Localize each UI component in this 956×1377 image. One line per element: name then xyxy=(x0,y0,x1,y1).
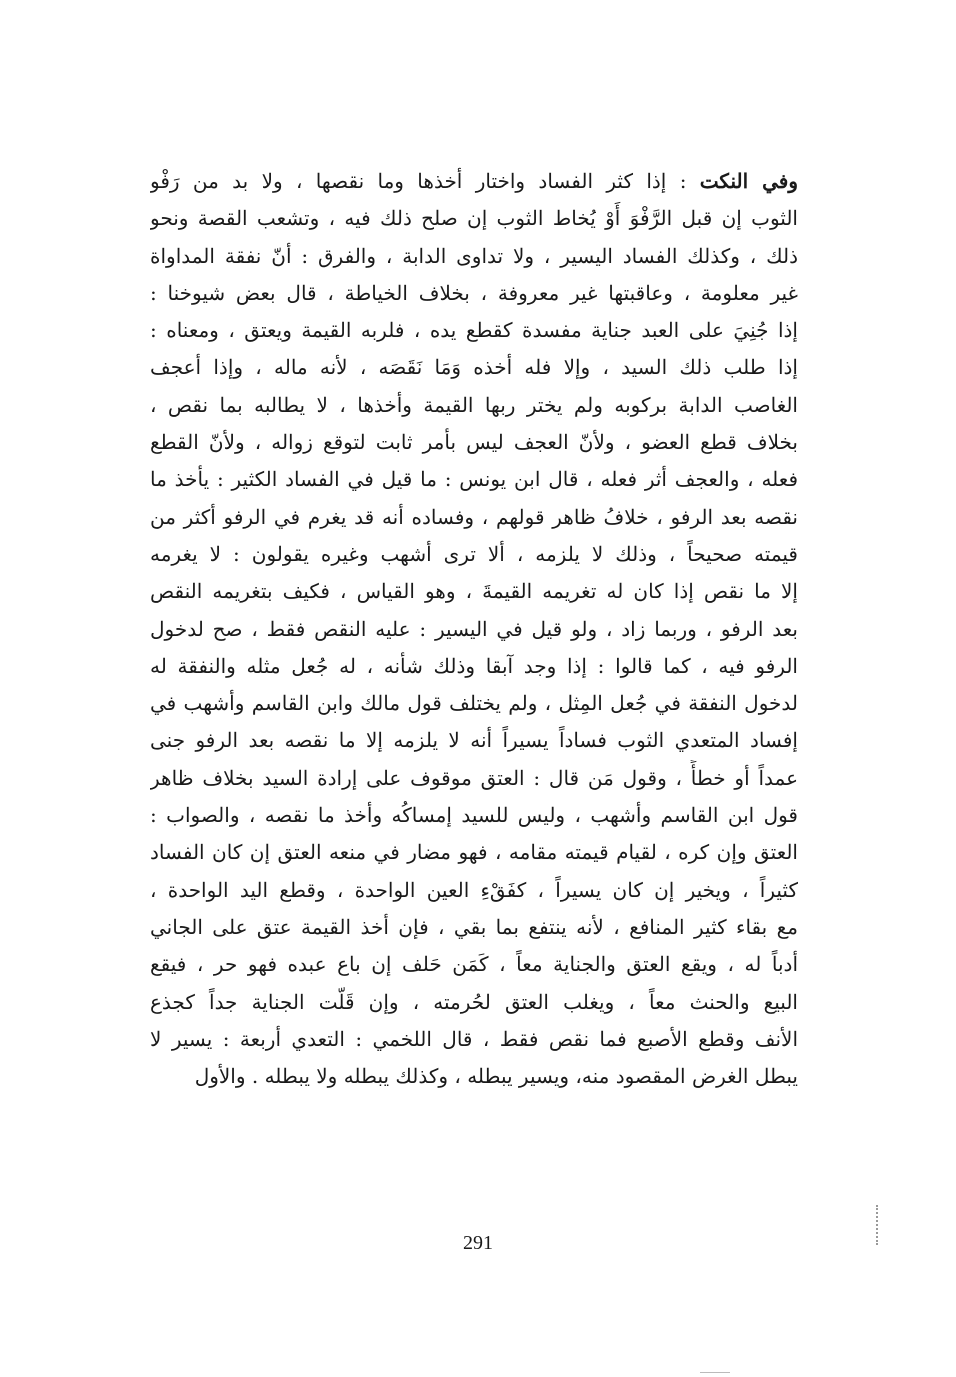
text-line xyxy=(150,946,798,983)
text-line xyxy=(150,685,798,722)
line-text: فعله ، والعجف أثر فعله ، قال ابن يونس : ما قيل في الفساد الكثير : يأخذ ما xyxy=(150,467,798,492)
line-text: إذا طلب ذلك السيد ، وإلا فله أخذه وَمَا نَقَصَه ، لأنه ماله ، وإذا أعجف xyxy=(150,355,798,380)
text-line xyxy=(150,984,798,1021)
page-number: 291 xyxy=(463,1232,493,1254)
line-text: بعد الرفو ، وربما زاد ، ولو قيل في اليسير : عليه النقص فقط ، صح لدخول xyxy=(150,616,798,641)
lead-phrase: وفي النكت xyxy=(699,169,798,193)
line-text: الثوب إن قبل الرَّفْوَ أَوْ يُخاط الثوب إن صلح ذلك فيه ، وتشعب القصة ونحو xyxy=(150,206,798,231)
text-line xyxy=(150,275,798,312)
body-text xyxy=(150,163,798,1095)
line-text: غير معلومة ، وعاقبتها غير معروفة ، بخلاف الخياطة ، قال بعض شيوخنا : xyxy=(150,280,798,305)
text-line xyxy=(150,611,798,648)
line-text: قول ابن القاسم وأشهب ، وليس للسيد إمساكُه وأخذ ما نقصه ، والصواب : xyxy=(150,803,798,828)
text-line xyxy=(150,760,798,797)
text-line xyxy=(150,424,798,461)
text-line xyxy=(150,387,798,424)
line-text: عمداً أو خطأً ، وقول مَن قال : العتق موقوف على إرادة السيد بخلاف ظاهر xyxy=(150,765,798,790)
text-line xyxy=(150,909,798,946)
text-line xyxy=(150,722,798,759)
line-text: الغاصب الدابة بركوبه ولم يختر ربها القيمة وأخذها ، لا يطالبه بما نقص ، xyxy=(150,392,798,417)
line-text: الرفو فيه ، كما قالوا : إذا وجد آبقا وذلك شأنه ، له جُعل مثله والنفقة له xyxy=(150,653,798,678)
line-text: إفساد المتعدي الثوب فساداً يسيراً أنه لا يلزمه إلا ما نقصه بعد الرفو جنى xyxy=(150,728,798,753)
text-line xyxy=(150,1058,798,1095)
text-line xyxy=(150,349,798,386)
line-text: أدباً له ، ويقع العتق والجناية معاً ، كَمَن حَلف إن باع عبده فهو حر ، فيقع xyxy=(150,952,798,977)
line-text: مع بقاء كثير المنافع ، لأنه ينتفع بما بقي ، فإن أخذ القيمة عتق على الجاني xyxy=(150,914,798,939)
margin-mark xyxy=(876,1205,878,1245)
line-text: كثيراً ، ويخير إن كان يسيراً ، كفَقْءِ العين الواحدة ، وقطع اليد الواحدة ، xyxy=(150,877,798,902)
line-text: يبطل الغرض المقصود منه، ويسير يبطله ، وكذلك يبطله ولا يبطله . والأول xyxy=(194,1064,798,1089)
line-text: : إذا كثر الفساد واختار أخذها وما نقصها ، ولا بد من رَفْو xyxy=(150,169,700,193)
text-line xyxy=(150,200,798,237)
line-text: الأنف وقطع الأصبع فما نقص فقط ، قال اللخمي : التعدي أربعة : يسير لا xyxy=(150,1026,798,1051)
text-line xyxy=(150,1021,798,1058)
line-text: إلا ما نقص إذا كان له تغريمه القيمةَ ، وهو القياس ، فكيف بتغريمه النقص xyxy=(150,579,798,604)
text-line xyxy=(150,872,798,909)
text-line xyxy=(150,312,798,349)
line-text: ذلك ، وكذلك الفساد اليسير ، ولا تداوى الدابة ، والفرق : أنّ نفقة المداواة xyxy=(150,243,798,268)
text-line xyxy=(150,573,798,610)
text-line xyxy=(150,648,798,685)
line-text: البيع والحنث معاً ، ويغلب العتق لحُرمته ، وإن قَلّت الجناية جداً كجذع xyxy=(150,989,798,1014)
line-text: العتق وإن كره ، لقيام قيمته مقامه ، فهو مضار في منعه العتق إن كان الفساد xyxy=(150,840,798,865)
text-line xyxy=(150,536,798,573)
text-line xyxy=(150,834,798,871)
line-text: نقصه بعد الرفو ، خلافُ ظاهر قولهم ، وفساده أنه قد يغرم في الرفو أكثر من xyxy=(150,504,798,529)
text-line xyxy=(150,238,798,275)
line-text: قيمته صحيحاً ، وذلك لا يلزمه ، ألا ترى أشهب وغيره يقولون : لا يغرمه xyxy=(150,541,798,566)
text-line xyxy=(150,461,798,498)
text-line xyxy=(150,163,798,200)
line-text: لدخول النفقة في جُعل المِثل ، ولم يختلف قول مالك وابن القاسم وأشهب في xyxy=(150,691,798,716)
line-text: إذا جُنِيَ على العبد جناية مفسدة كقطع يده ، فلربه القيمة ويعتق ، ومعناه : xyxy=(150,318,798,343)
foot-mark xyxy=(700,1372,730,1373)
text-line xyxy=(150,499,798,536)
line-text: بخلاف قطع العضو ، ولأنّ العجف ليس بأمر ثابت لتوقع زواله ، ولأنّ القطع xyxy=(150,430,798,455)
text-line xyxy=(150,797,798,834)
